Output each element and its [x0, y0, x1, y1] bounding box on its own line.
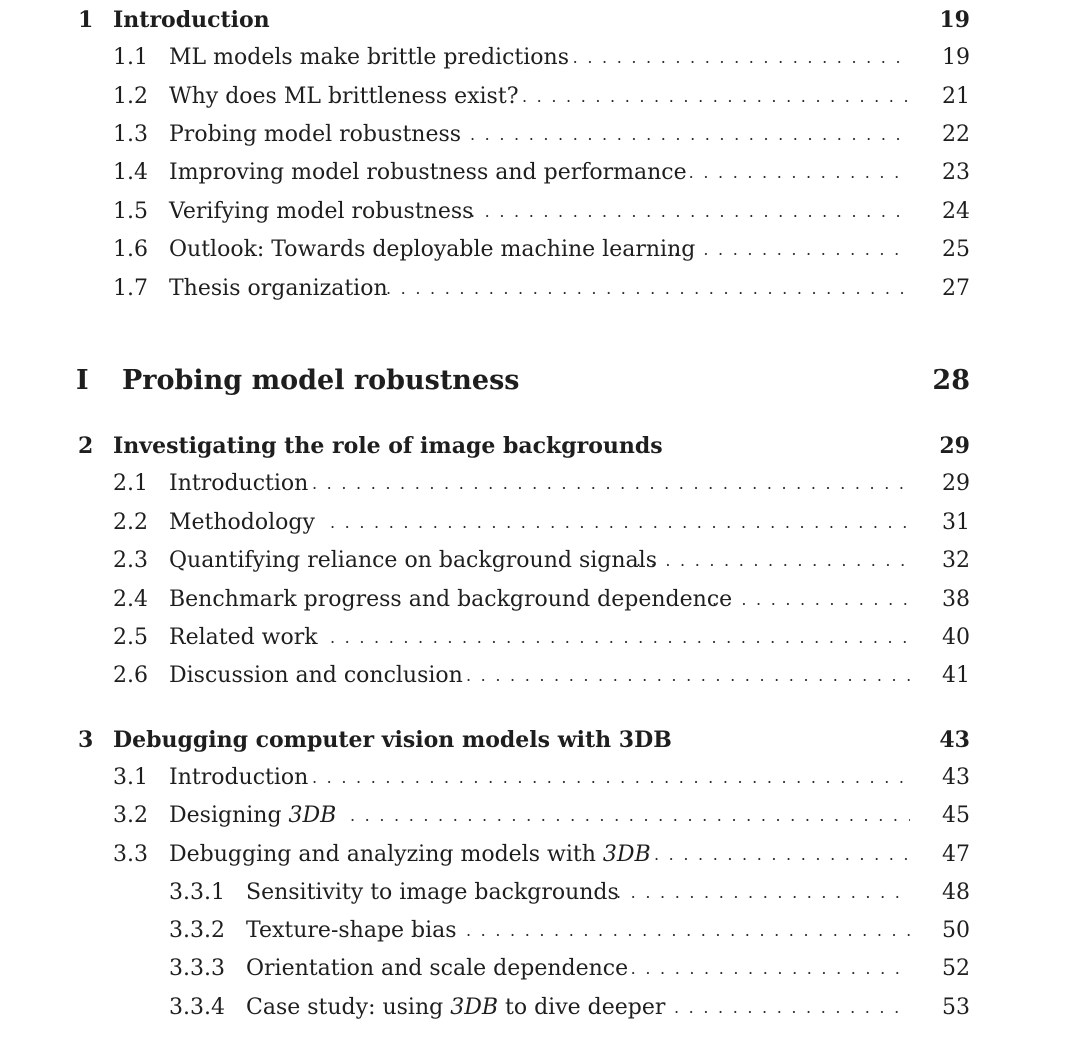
- chapter-number: 3: [78, 727, 94, 753]
- section-title: Improving model robustness and performance: [169, 160, 687, 185]
- section-title-text: Designing: [169, 803, 289, 828]
- subsection-number: 3.3.3: [169, 956, 225, 981]
- subsection-number: 3.3.4: [169, 995, 225, 1020]
- toc-section-2-6[interactable]: [0, 658, 1080, 694]
- page-number: 41: [942, 663, 970, 688]
- section-title: [169, 837, 651, 873]
- chapter-title: Investigating the role of image backgrounds: [113, 433, 663, 459]
- page-number: 19: [942, 45, 970, 70]
- dot-leader: [674, 155, 910, 191]
- page-number: 29: [942, 471, 970, 496]
- page-number: 38: [942, 587, 970, 612]
- section-title: ML models make brittle predictions: [169, 45, 569, 70]
- page-number: 27: [942, 276, 970, 301]
- part-number: I: [76, 365, 89, 396]
- subsection-title: Texture-shape bias: [246, 918, 457, 943]
- toc-section-3-2[interactable]: [0, 798, 1080, 834]
- toc-section-2-2[interactable]: [0, 505, 1080, 541]
- toc-section-3-1[interactable]: [0, 760, 1080, 796]
- dot-leader: [312, 466, 910, 502]
- toc-subsection-3-3-1[interactable]: [0, 875, 1080, 911]
- dot-leader: [470, 117, 910, 153]
- chapter-title: Debugging computer vision models with 3DB: [113, 727, 672, 753]
- dot-leader: [674, 232, 910, 268]
- dot-leader: [386, 271, 910, 307]
- subsection-title: [246, 990, 665, 1026]
- toc-subsection-3-3-2[interactable]: [0, 913, 1080, 949]
- page-number: 22: [942, 122, 970, 147]
- section-title: [169, 798, 336, 834]
- section-number: 2.1: [113, 471, 148, 496]
- toc-subsection-3-3-3[interactable]: [0, 951, 1080, 987]
- section-number: 1.3: [113, 122, 148, 147]
- section-title: Discussion and conclusion: [169, 663, 463, 688]
- section-number: 2.4: [113, 587, 148, 612]
- section-number: 1.4: [113, 160, 148, 185]
- section-title: Quantifying reliance on background signals: [169, 548, 657, 573]
- dot-leader: [312, 760, 910, 796]
- subsection-title: Sensitivity to image backgrounds: [246, 880, 619, 905]
- toc-section-2-5[interactable]: [0, 620, 1080, 656]
- toc-chapter-1[interactable]: [0, 2, 1080, 38]
- page-number: 25: [942, 237, 970, 262]
- page-number: 23: [942, 160, 970, 185]
- page-number: 21: [942, 84, 970, 109]
- section-number: 1.2: [113, 84, 148, 109]
- page-number: 47: [942, 842, 970, 867]
- chapter-number: 1: [78, 7, 94, 33]
- toc-subsection-3-3-4[interactable]: [0, 990, 1080, 1026]
- toc-section-2-4[interactable]: [0, 582, 1080, 618]
- toc-section-2-3[interactable]: [0, 543, 1080, 579]
- subsection-number: 3.3.2: [169, 918, 225, 943]
- toc-section-3-3[interactable]: [0, 837, 1080, 873]
- dot-leader: [654, 837, 910, 873]
- page-number: 31: [942, 510, 970, 535]
- page-number: 43: [939, 727, 970, 753]
- toc-chapter-3[interactable]: [0, 722, 1080, 758]
- dot-leader: [712, 582, 910, 618]
- toc-section-1-7[interactable]: [0, 271, 1080, 307]
- section-title: Introduction: [169, 765, 309, 790]
- toc-section-1-6[interactable]: [0, 232, 1080, 268]
- dot-leader: [674, 990, 910, 1026]
- dot-leader: [558, 40, 910, 76]
- dot-leader: [470, 194, 910, 230]
- section-title: Thesis organization: [169, 276, 388, 301]
- page-number: 24: [942, 199, 970, 224]
- chapter-number: 2: [78, 433, 94, 459]
- section-number: 1.7: [113, 276, 148, 301]
- section-title: Related work: [169, 625, 318, 650]
- section-number: 3.1: [113, 765, 148, 790]
- subsection-title-text: Case study: using: [246, 995, 451, 1020]
- section-number: 3.2: [113, 803, 148, 828]
- section-title: Probing model robustness: [169, 122, 462, 147]
- section-title: Methodology: [169, 510, 315, 535]
- dot-leader: [522, 79, 910, 115]
- section-number: 1.5: [113, 199, 148, 224]
- subsection-title-text-end: to dive deeper: [498, 995, 666, 1020]
- toc-section-1-5[interactable]: [0, 194, 1080, 230]
- dot-leader: [636, 543, 910, 579]
- page-number: 29: [939, 433, 970, 459]
- toc-section-1-4[interactable]: [0, 155, 1080, 191]
- toc-section-1-3[interactable]: [0, 117, 1080, 153]
- page-number: 53: [942, 995, 970, 1020]
- chapter-title: Introduction: [113, 7, 270, 33]
- section-number: 1.6: [113, 237, 148, 262]
- section-title-emphasis: 3DB: [602, 842, 651, 867]
- section-number: 2.6: [113, 663, 148, 688]
- page-number: 45: [942, 803, 970, 828]
- toc-section-1-1[interactable]: [0, 40, 1080, 76]
- page-number: 50: [942, 918, 970, 943]
- section-number: 3.3: [113, 842, 148, 867]
- section-title-text: Debugging and analyzing models with: [169, 842, 603, 867]
- section-title: Verifying model robustness: [169, 199, 474, 224]
- subsection-title-emphasis: 3DB: [450, 995, 499, 1020]
- dot-leader: [350, 798, 910, 834]
- toc-section-2-1[interactable]: [0, 466, 1080, 502]
- section-title-emphasis: 3DB: [288, 803, 337, 828]
- page-number: 32: [942, 548, 970, 573]
- dot-leader: [466, 913, 910, 949]
- section-number: 2.3: [113, 548, 148, 573]
- page-number: 48: [942, 880, 970, 905]
- dot-leader: [330, 505, 910, 541]
- page-number: 43: [942, 765, 970, 790]
- page-number: 52: [942, 956, 970, 981]
- page-number: 19: [939, 7, 970, 33]
- section-title: Introduction: [169, 471, 309, 496]
- section-title: Why does ML brittleness exist?: [169, 84, 519, 109]
- section-number: 1.1: [113, 45, 148, 70]
- section-title: Outlook: Towards deployable machine learning: [169, 237, 696, 262]
- section-title: Benchmark progress and background dependence: [169, 587, 733, 612]
- section-number: 2.2: [113, 510, 148, 535]
- part-title: Probing model robustness: [122, 365, 520, 396]
- toc-chapter-2[interactable]: [0, 428, 1080, 464]
- toc-part-1[interactable]: [0, 358, 1080, 404]
- dot-leader: [466, 658, 910, 694]
- page-number: 40: [942, 625, 970, 650]
- toc-section-1-2[interactable]: [0, 79, 1080, 115]
- subsection-number: 3.3.1: [169, 880, 225, 905]
- page-number: 28: [932, 365, 970, 396]
- dot-leader: [616, 951, 910, 987]
- dot-leader: [616, 875, 910, 911]
- section-number: 2.5: [113, 625, 148, 650]
- subsection-title: Orientation and scale dependence: [246, 956, 629, 981]
- dot-leader: [330, 620, 910, 656]
